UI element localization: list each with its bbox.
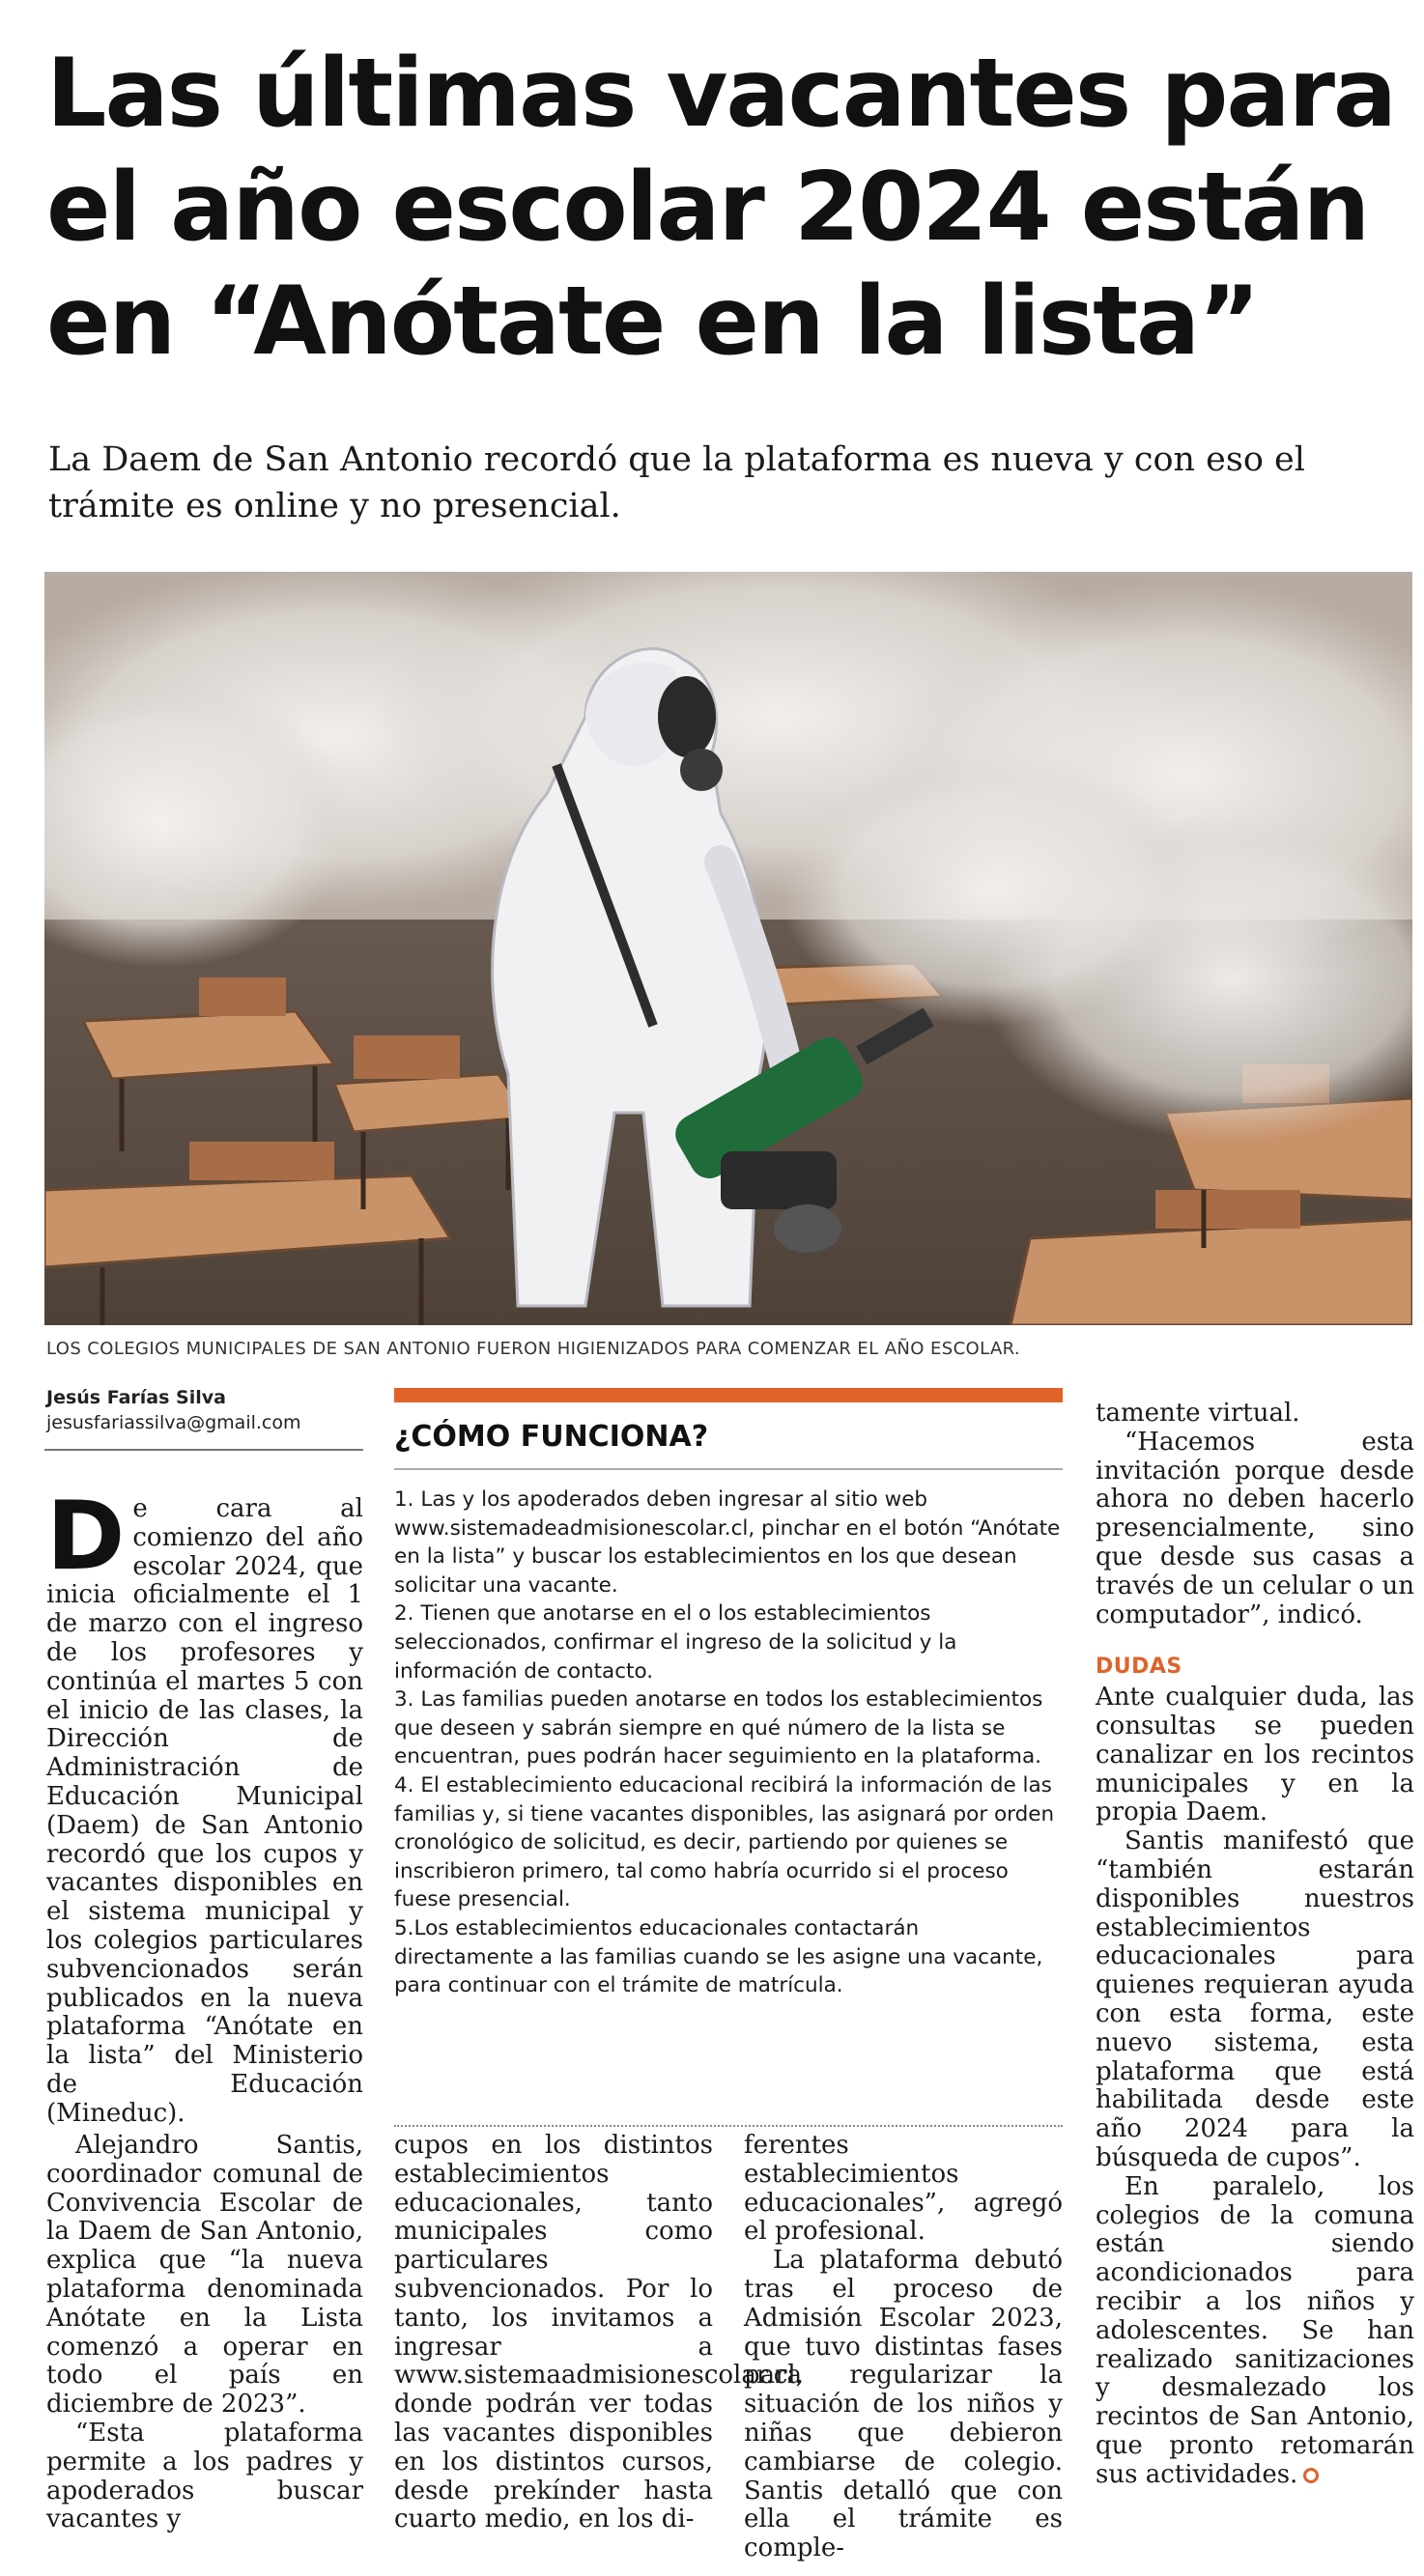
- sidebar-step-3: 3. Las familias pueden anotarse en todos los establecimientos que deseen y sabrán siempre en qué número de la lista se encuentran, pues podrán hacer seguimiento en la plataforma.: [394, 1687, 1043, 1769]
- article-paragraph-4: La plataforma debutó tras el proceso de Admisión Escolar 2023, que tuvo distintas fases para regularizar la situación de los niños y niñas que debieron cambiarse de colegio. Santis detalló que con ella el trámite es comple-: [744, 2246, 1063, 2563]
- article-column-4: [1096, 1400, 1414, 2489]
- article-paragraph-6: Ante cualquier duda, las consultas se pueden canalizar en los recintos municipales y en la propia Daem.: [1096, 1683, 1414, 1827]
- article-paragraph-1: De cara al comienzo del año escolar 2024, que inicia oficialmente el 1 de marzo con el ingreso de los profesores y continúa el martes 5 con el inicio de las clases, la Dirección de Administración de Educación Municipal (Daem) de San Antonio recordó que los cupos y vacantes disponibles en el sistema municipal y los colegios particulares subvencionados serán publicados en la nueva plataforma “Anótate en la lista” del Ministerio de Educación (Mineduc).: [46, 1482, 363, 2128]
- article-paragraph-4-end: tamente virtual.: [1096, 1399, 1300, 1428]
- sidebar-box-title: ¿CÓMO FUNCIONA?: [394, 1420, 709, 1454]
- headline-line-1: Las últimas vacantes para: [46, 39, 1396, 149]
- sidebar-step-5: 5.Los establecimientos educacionales contactarán directamente a las familias cuando se les asigne una vacante, para continuar con el trámite de matrícula.: [394, 1915, 1043, 1998]
- sidebar-box-accent-bar: [394, 1388, 1063, 1402]
- article-photo: [44, 572, 1412, 1325]
- article-paragraph-8: En paralelo, los colegios de la comuna están siendo acondicionados para recibir a los niños y adolescentes. Se han realizado sanitizaciones y desmalezado los recintos de San Antonio, que pronto retomarán sus actividades.: [1096, 2171, 1414, 2489]
- article-column-1: [46, 1482, 363, 2129]
- sidebar-step-4: 4. El establecimiento educacional recibirá la información de las familias y, si tiene vacantes disponibles, las asignará por orden cronológico de solicitud, es decir, partiendo por quienes se inscribieron primero, tal como habría ocurrido si el proceso fuese presencial.: [394, 1772, 1055, 1912]
- headline-line-3: en “Anótate en la lista”: [46, 267, 1259, 377]
- sidebar-step-2: 2. Tienen que anotarse en el o los establecimientos seleccionados, confirmar el ingreso de la solicitud y la información de contacto.: [394, 1601, 957, 1684]
- sidebar-box-body: [394, 1486, 1063, 2000]
- dropcap: D: [46, 1482, 126, 1592]
- article-paragraph-2: Alejandro Santis, coordinador comunal de Convivencia Escolar de la Daem de San Antonio, explica que “la nueva plataforma denominada Anótate en la Lista comenzó a operar en todo el país en diciembre de 2023”.: [46, 2131, 363, 2420]
- sidebar-box-divider: [394, 1468, 1063, 1470]
- article-paragraph-3-end: ferentes establecimientos educacionales”, agregó el profesional.: [744, 2131, 1063, 2247]
- section-heading-dudas: DUDAS: [1096, 1655, 1182, 1680]
- byline-author: Jesús Farías Silva: [46, 1387, 226, 1408]
- article-paragraph-7: Santis manifestó que “también estarán disponibles nuestros establecimientos educacionales para quienes requieran ayuda con esta forma, este nuevo sistema, esta plataforma que está habilitada desde este año 2024 para la búsqueda de cupos”.: [1096, 1826, 1414, 2172]
- article-column-1-lower: [46, 2132, 363, 2534]
- byline-divider: [44, 1449, 363, 1451]
- photo-caption: LOS COLEGIOS MUNICIPALES DE SAN ANTONIO FUERON HIGIENIZADOS PARA COMENZAR EL AÑO ESCOLAR.: [46, 1339, 1021, 1359]
- end-of-article-icon: [1303, 2468, 1319, 2483]
- article-paragraph-5: “Hacemos esta invitación porque desde ahora no deben hacerlo presencialmente, sino que desde sus casas a través de un celular o un computador”, indicó.: [1096, 1427, 1414, 1629]
- article-paragraph-3-continued: cupos en los distintos establecimientos educacionales, tanto municipales como particulares subvencionados. Por lo tanto, los invitamos a ingresar a www.sistemaadmisionescolar.cl, donde podrán ver todas las vacantes disponibles en los distintos cursos, desde prekínder hasta cuarto medio, en los di-: [394, 2131, 804, 2534]
- article-column-2: [394, 2131, 804, 2534]
- byline-email: jesusfariassilva@gmail.com: [46, 1412, 301, 1433]
- headline: [46, 37, 1399, 379]
- headline-line-2: el año escolar 2024 están: [46, 153, 1369, 263]
- article-column-3: [744, 2132, 1063, 2563]
- sidebar-box-bottom-divider: [394, 2125, 1063, 2127]
- subhead: La Daem de San Antonio recordó que la plataforma es nueva y con eso el trámite es online y no presencial.: [48, 440, 1305, 525]
- sidebar-step-1: 1. Las y los apoderados deben ingresar al sitio web www.sistemadeadmisionescolar.cl, pinchar en el botón “Anótate en la lista” y buscar los establecimientos en los que desean solicitar una vacante.: [394, 1487, 1061, 1598]
- article-paragraph-3: “Esta plataforma permite a los padres y apoderados buscar vacantes y: [46, 2418, 363, 2534]
